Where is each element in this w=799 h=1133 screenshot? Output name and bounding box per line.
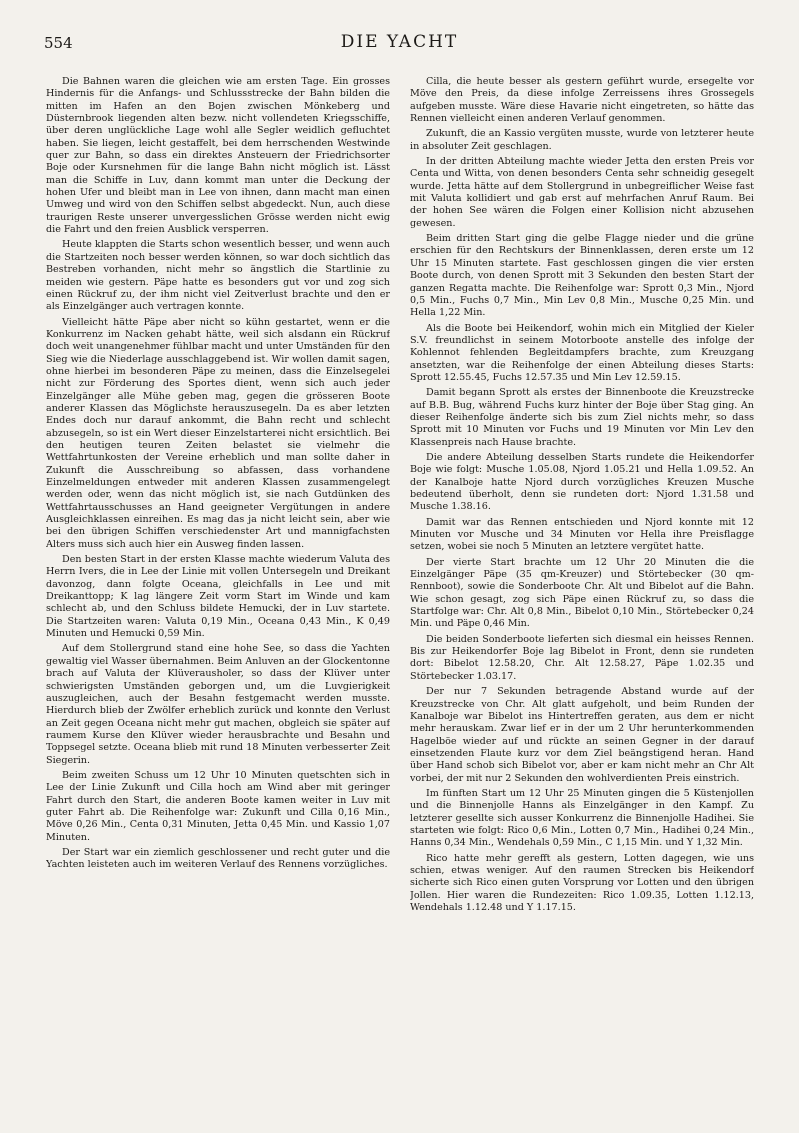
paragraph: Damit begann Sprott als erstes der Binnenboote die Kreuzstrecke auf B.B. Bug, während Fuchs kurz hinter der Boje über Stag ging. An dieser Reihenfolge änderte sich bis zum Ziel nichts mehr, so dass Sprott mit 10 Minuten vor Fuchs und 19 Minuten vor Min Lev den Klassenpreis nach Hause brachte. — [410, 387, 754, 448]
running-title: DIE YACHT — [340, 32, 459, 52]
paragraph: Im fünften Start um 12 Uhr 25 Minuten gingen die 5 Küstenjollen und die Binnenjolle Hanns als Einzelgänger in den Kampf. Zu letzterer gesellte sich ausser Konkurrenz die Binnenjolle Hadihei. Sie starteten wie folgt: Rico 0,6 Min., Lotten 0,7 Min., Hadihei 0,24 Min., Hanns 0,34 Min., Wendehals 0,59 Min., C 1,15 Min. und Y 1,32 Min. — [410, 787, 754, 849]
page-header — [44, 30, 755, 60]
paragraph: Die andere Abteilung desselben Starts rundete die Heikendorfer Boje wie folgt: Musche 1.05.08, Njord 1.05.21 und Hella 1.09.52. An der Kanalboje hatte Njord durch vorzügliches Kreuzen Musche bedeutend überholt, denn sie rundeten dort: Njord 1.31.58 und Musche 1.38.16. — [410, 451, 754, 513]
paragraph: Auf dem Stollergrund stand eine hohe See, so dass die Yachten gewaltig viel Wasser übernahmen. Beim Anluven an der Glockentonne brach auf Valuta der Klüverausholer, so dass der Klüver unter schwierigsten Umständen geborgen und, um die Luvgierigkeit auszugleichen, auch der Besahn festgemacht werden musste. Hierdurch blieb der Zwölfer erheblich zurück und konnte den Verlust an Zeit gegen Oceana nicht mehr gut machen, obgleich sie später auf raumem Kurse den Klüver wieder herausbrachte und Besahn und Toppsegel setzte. Oceana blieb mit rund 18 Minuten verbesserter Zeit Siegerin. — [46, 643, 390, 766]
paragraph: Der nur 7 Sekunden betragende Abstand wurde auf der Kreuzstrecke von Chr. Alt glatt aufgeholt, und beim Runden der Kanalboje war Bibelot ins Hintertreffen geraten, aus dem er nicht mehr herauskam. Zwar lief er in der um 2 Uhr herunterkommenden Hagelböe wieder auf und rückte an seinen Gegner in der darauf einsetzenden Flaute kurz vor dem Ziel beängstigend heran. Hand über Hand schob sich Bibelot vor, aber er kam nicht mehr an Chr Alt vorbei, der mit nur 2 Sekunden den wohlverdienten Preis einstrich. — [410, 686, 754, 784]
paragraph: Heute klappten die Starts schon wesentlich besser, und wenn auch die Startzeiten noch besser werden können, so war doch sichtlich das Bestreben vorhanden, nicht mehr so ängstlich die Startlinie zu meiden wie gestern. Päpe hatte es besonders gut vor und zog sich einen Rückruf zu, der ihm nicht viel Zeitverlust brachte und den er als Einzelgänger auch vertragen konnte. — [46, 239, 390, 313]
paragraph: Damit war das Rennen entschieden und Njord konnte mit 12 Minuten vor Musche und 34 Minuten vor Hella ihre Preisflagge setzen, wobei sie noch 5 Minuten an letztere vergütet hatte. — [410, 516, 754, 553]
paragraph: Zukunft, die an Kassio vergüten musste, wurde von letzterer heute in absoluter Zeit geschlagen. — [410, 128, 754, 152]
paragraph: Rico hatte mehr gerefft als gestern, Lotten dagegen, wie uns schien, etwas weniger. Auf den raumen Strecken bis Heikendorf sicherte sich Rico einen guten Vorsprung vor Lotten und den übrigen Jollen. Hier waren die Rundezeiten: Rico 1.09.35, Lotten 1.12.13, Wendehals 1.12.48 und Y 1.17.15. — [410, 852, 754, 913]
paragraph: Den besten Start in der ersten Klasse machte wiederum Valuta des Herrn Ivers, die in Lee der Linie mit vollen Untersegeln und Dreikant davonzog, dann folgte Oceana, gleichfalls in Lee und mit Dreikanttopp; K lag längere Zeit vorm Start im Winde und kam schlecht ab, und den Schluss bildete Hemucki, der in Luv startete. Die Startzeiten waren: Valuta 0,19 Min., Oceana 0,43 Min., K 0,49 Minuten und Hemucki 0,59 Min. — [46, 554, 390, 640]
paragraph: Die Bahnen waren die gleichen wie am ersten Tage. Ein grosses Hindernis für die Anfangs- und Schlussstrecke der Bahn bilden die mitten im Hafen an den Bojen zwischen Mönkeberg und Düsternbrook liegenden alten bezw. nicht vollendeten Kriegsschiffe, über deren unglückliche Lage wohl alle Segler weidlich gefluchtet haben. Sie liegen, leicht gestaffelt, bei dem herrschenden Westwinde quer zur Bahn, so dass ein direktes Ansteuern der Friedrichsorter Boje oder Kursnehmen für die lange Bahn nicht möglich ist. Lässt man die Schiffe in Luv, dann kommt man unter die Deckung der hohen Ufer und bleibt man in Lee von ihnen, dann macht man einen Umweg und wird von den Schiffen selbst abgedeckt. Nun, auch diese traurigen Reste unserer unvergesslichen Grösse werden nicht ewig die Fahrt und den freien Ausblick versperren. — [46, 76, 390, 236]
paragraph: Beim zweiten Schuss um 12 Uhr 10 Minuten quetschten sich in Lee der Linie Zukunft und Cilla hoch am Wind aber mit geringer Fahrt durch den Start, die anderen Boote kamen weiter in Luv mit guter Fahrt ab. Die Reihenfolge war: Zukunft und Cilla 0,16 Min., Möve 0,26 Min., Centa 0,31 Minuten, Jetta 0,45 Min. und Kassio 1,07 Minuten. — [46, 769, 390, 843]
page-number: 554 — [44, 34, 73, 52]
right-column — [410, 76, 754, 1096]
paragraph: In der dritten Abteilung machte wieder Jetta den ersten Preis vor Centa und Witta, von denen besonders Centa sehr schneidig gesegelt wurde. Jetta hätte auf dem Stollergrund in unbegreiflicher Weise fast mit Valuta kollidiert und gab erst auf mehrfachen Anruf Raum. Bei der hohen See wären die Folgen einer Kollision nicht abzusehen gewesen. — [410, 156, 754, 229]
paragraph: Beim dritten Start ging die gelbe Flagge nieder und die grüne erschien für den Rechtskurs der Binnenklassen, deren erste um 12 Uhr 15 Minuten startete. Fast geschlossen gingen die vier ersten Boote durch, von denen Sprott mit 3 Sekunden den besten Start der ganzen Regatta machte. Die Reihenfolge war: Sprott 0,3 Min., Njord 0,5 Min., Fuchs 0,7 Min., Min Lev 0,8 Min., Musche 0,25 Min. und Hella 1,22 Min. — [410, 233, 754, 319]
paragraph: Als die Boote bei Heikendorf, wohin mich ein Mitglied der Kieler S.V. freundlichst in seinem Motorboote anstelle des infolge der Kohlennot fehlenden Begleitdampfers brachte, zum Kreuzgang ansetzten, war die Reihenfolge der einen Abteilung dieses Starts: Sprott 12.55.45, Fuchs 12.57.35 und Min Lev 12.59.15. — [410, 322, 754, 383]
left-column — [46, 76, 390, 1096]
paragraph: Der vierte Start brachte um 12 Uhr 20 Minuten die die Einzelgänger Päpe (35 qm-Kreuzer) und Störtebecker (30 qm-Rennboot), sowie die Sonderboote Chr. Alt und Bibelot auf die Bahn. Wie schon gesagt, zog sich Päpe einen Rückruf zu, so dass die Startfolge war: Chr. Alt 0,8 Min., Bibelot 0,10 Min., Störtebecker 0,24 Min. und Päpe 0,46 Min. — [410, 556, 754, 630]
text-columns — [46, 76, 754, 1096]
paragraph: Die beiden Sonderboote lieferten sich diesmal ein heisses Rennen. Bis zur Heikendorfer Boje lag Bibelot in Front, denn sie rundeten dort: Bibelot 12.58.20, Chr. Alt 12.58.27, Päpe 1.02.35 und Störtebecker 1.03.17. — [410, 633, 754, 682]
paragraph: Der Start war ein ziemlich geschlossener und recht guter und die Yachten leisteten auch im weiteren Verlauf des Rennens vorzügliches. — [46, 846, 390, 871]
paragraph: Cilla, die heute besser als gestern geführt wurde, ersegelte vor Möve den Preis, da diese infolge Zerreissens ihres Grossegels aufgeben musste. Wäre diese Havarie nicht eingetreten, so hätte das Rennen vielleicht einen anderen Verlauf genommen. — [410, 76, 754, 125]
paragraph: Vielleicht hätte Päpe aber nicht so kühn gestartet, wenn er die Konkurrenz im Nacken gehabt hätte, weil sich alsdann ein Rückruf doch weit unangenehmer fühlbar macht und unter Umständen für den Sieg wie die Niederlage ausschlaggebend ist. Wir wollen damit sagen, ohne hierbei im besonderen Päpe zu meinen, dass die Einzelsegelei nicht zur Förderung des Sportes dient, wenn sich auch jeder Einzelgänger alle Mühe geben mag, gegen die grösseren Boote anderer Klassen das Möglichste herauszusegeln. Da es aber letzten Endes doch nur darauf ankommt, die Bahn recht und schlecht abzusegeln, so ist ein Wert dieser Einzelstarterei nicht ersichtlich. Bei den heutigen teuren Zeiten belastet sie vielmehr die Wettfahrtunkosten der Vereine erheblich und man sollte daher in Zukunft die Ausschreibung so abfassen, dass vorhandene Einzelmeldungen entweder mit anderen Klassen zusammengelegt werden oder, wenn das nicht möglich ist, sie nach Gutdünken des Wettfahrtausschusses an Hand geeigneter Vergütungen in andere Ausgleichklassen einreihen. Es mag das ja nicht leicht sein, aber wie bei den übrigen Schiffen verschiedenster Art und mannigfachsten Alters muss sich auch hier ein Ausweg finden lassen. — [46, 316, 390, 550]
